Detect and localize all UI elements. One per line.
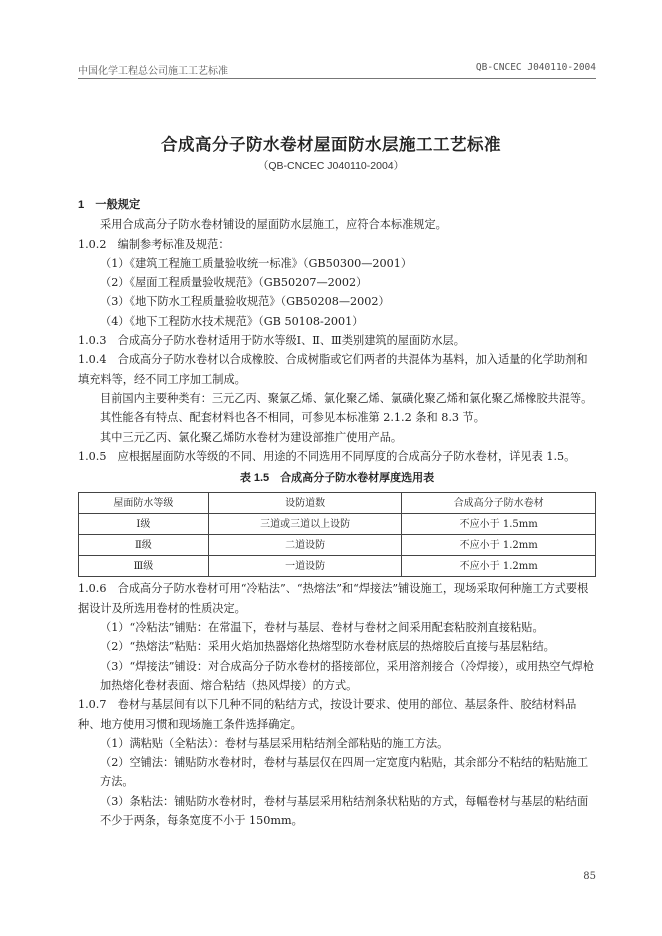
table-row	[79, 556, 596, 577]
method-item: （3）条粘法：铺贴防水卷材时，卷材与基层采用粘结剂条状粘贴的方式，每幅卷材与基层的粘结面不少于两条，每条宽度不小于 150mm。	[100, 794, 589, 828]
section-heading: 1 一般规定	[78, 199, 141, 211]
clause-1-0-2: 1.0.2 编制参考标准及规范：	[78, 237, 230, 251]
clause-1-0-4: 1.0.4 合成高分子防水卷材以合成橡胶、合成树脂或它们两者的共混体为基料，加入适量的化学助剂和填充料等，经不同工序加工制成。	[78, 353, 588, 386]
table-header-row	[79, 493, 596, 514]
method-item: （3）“焊接法”铺设：对合成高分子防水卷材的搭接部位，采用溶剂接合（冷焊接），或用热空气焊枪加热熔化卷材表面、熔合粘结（热风焊接）的方式。	[100, 659, 595, 692]
clause-1-0-7: 1.0.7 卷材与基层间有以下几种不同的粘结方式，按设计要求、使用的部位、基层条件、胶结材料品种、地方使用习惯和现场施工条件选择确定。	[78, 698, 577, 731]
table-header-cell: 设防道数	[208, 493, 402, 514]
clause-1-0-6: 1.0.6 合成高分子防水卷材可用“冷粘法”、“热熔法”和“焊接法”铺设施工，现场采取何种施工方式要根据设计及所选用卷材的性质决定。	[78, 582, 589, 615]
paragraph: 目前国内主要种类有：三元乙丙、聚氯乙烯、氯化聚乙烯、氯磺化聚乙烯和氯化聚乙烯橡胶共混等。其性能各有特点、配套材料也各不相同，可参见本标准第 2.1.2 条和 8.3 节。	[100, 391, 593, 425]
document-title: 合成高分子防水卷材屋面防水层施工工艺标准	[161, 136, 501, 154]
table-cell: 不应小于 1.2mm	[402, 535, 596, 556]
body-text	[78, 196, 596, 830]
table-row	[79, 535, 596, 556]
paragraph: 其中三元乙丙、氯化聚乙烯防水卷材为建设部推广使用产品。	[100, 430, 403, 444]
table-cell: 不应小于 1.2mm	[402, 556, 596, 577]
table-row	[79, 514, 596, 535]
document-subtitle: （QB-CNCEC J040110-2004）	[257, 160, 405, 172]
paragraph: 采用合成高分子防水卷材铺设的屋面防水层施工，应符合本标准规定。	[100, 218, 447, 232]
reference-item: （2）《屋面工程质量验收规范》（GB50207—2002）	[100, 276, 368, 290]
table-cell: Ⅲ级	[79, 556, 209, 577]
method-item: （1）“冷粘法”铺贴：在常温下，卷材与基层、卷材与卷材之间采用配套粘胶剂直接粘贴。	[100, 621, 544, 635]
method-item: （2）空铺法：铺贴防水卷材时，卷材与基层仅在四周一定宽度内粘贴，其余部分不粘结的粘贴施工方法。	[100, 756, 589, 789]
table-header-cell: 屋面防水等级	[79, 493, 209, 514]
reference-item: （4）《地下工程防水技术规范》（GB 50108-2001）	[100, 314, 364, 328]
table-cell: 二道设防	[208, 535, 402, 556]
header-standard-code: QB-CNCEC J040110-2004	[475, 62, 596, 73]
table-cell: 不应小于 1.5mm	[402, 514, 596, 535]
clause-1-0-5: 1.0.5 应根据屋面防水等级的不同、用途的不同选用不同厚度的合成高分子防水卷材，详见表 1.5。	[78, 449, 576, 463]
clause-1-0-3: 1.0.3 合成高分子防水卷材适用于防水等级Ⅰ、Ⅱ、Ⅲ类别建筑的屋面防水层。	[78, 334, 465, 348]
reference-item: （3）《地下防水工程质量验收规范》（GB50208—2002）	[100, 295, 390, 309]
thickness-table	[78, 492, 596, 577]
table-cell: 三道或三道以上设防	[208, 514, 402, 535]
table-header-cell: 合成高分子防水卷材	[402, 493, 596, 514]
table-cell: Ⅱ级	[79, 535, 209, 556]
table-caption: 表 1.5 合成高分子防水卷材厚度选用表	[239, 472, 435, 485]
method-item: （1）满粘贴（全粘法）：卷材与基层采用粘结剂全部粘贴的施工方法。	[100, 736, 449, 750]
table-cell: 一道设防	[208, 556, 402, 577]
reference-item: （1）《建筑工程施工质量验收统一标准》（GB50300—2001）	[100, 256, 413, 270]
running-header	[78, 58, 596, 79]
method-item: （2）“热熔法”粘贴：采用火焰加热器熔化热熔型防水卷材底层的热熔胶后直接与基层粘结。	[100, 640, 555, 654]
page-number: 85	[583, 871, 596, 882]
header-org-name: 中国化学工程总公司施工工艺标准	[78, 66, 228, 77]
table-cell: Ⅰ级	[79, 514, 209, 535]
